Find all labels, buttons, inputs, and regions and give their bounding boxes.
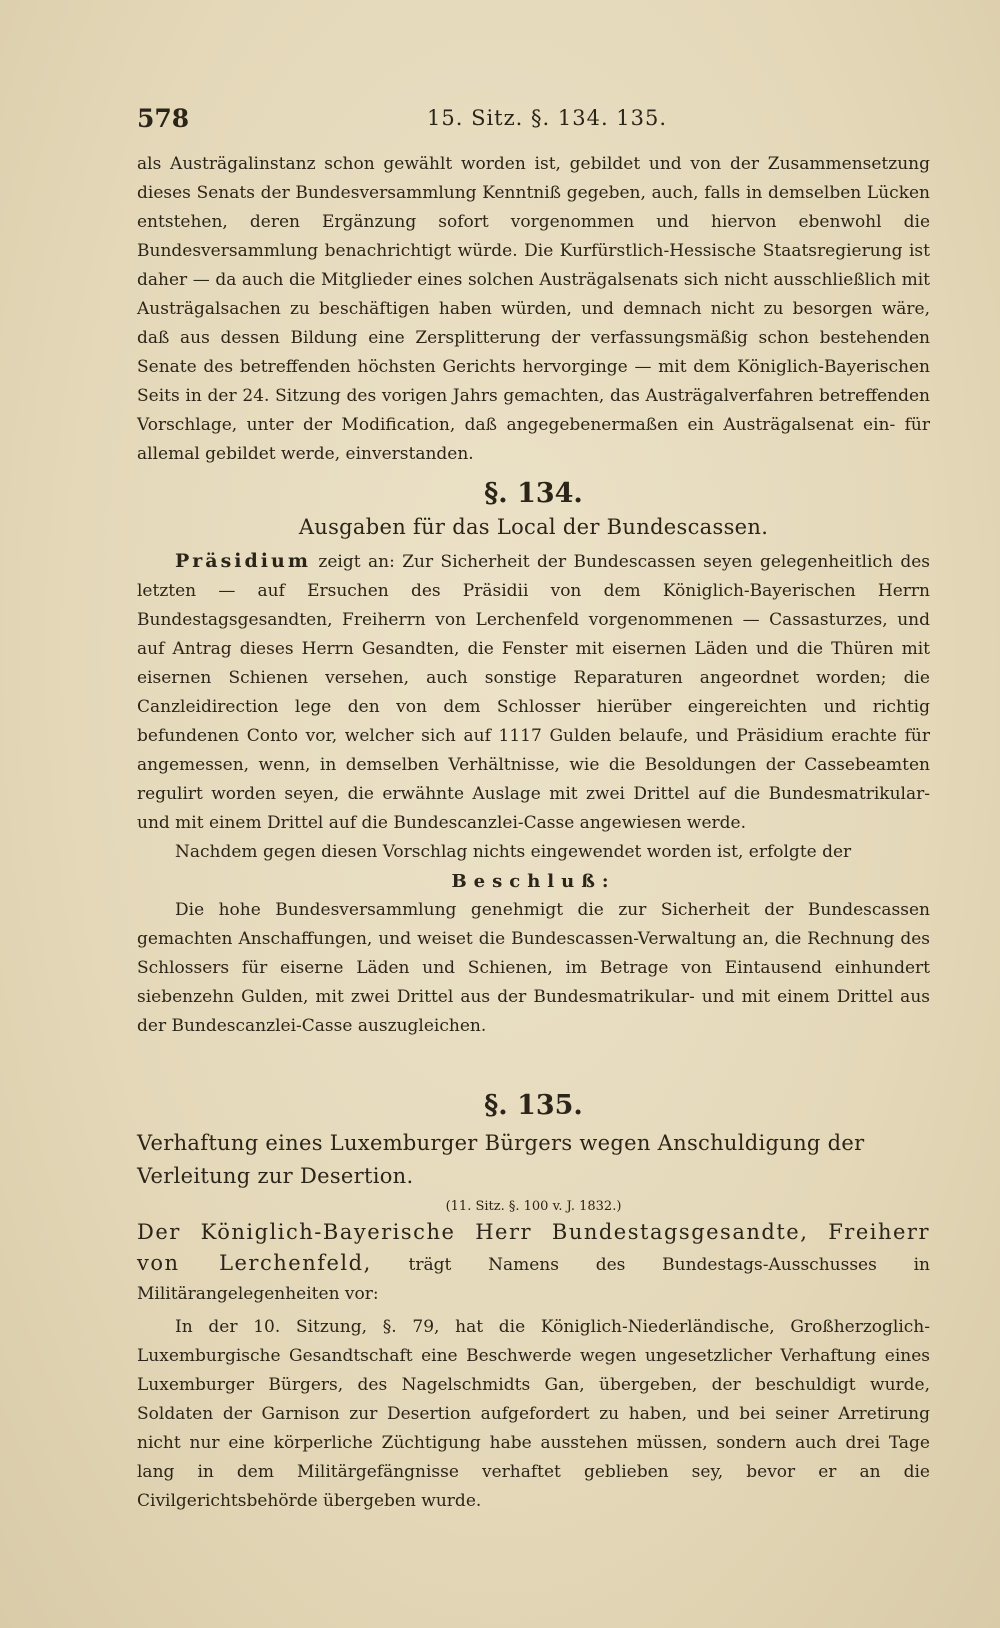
paragraph-text: In der 10. Sitzung, §. 79, hat die Königlich-Niederländische, Großherzoglich-Luxemburgische Gesandtschaft eine Beschwerde wegen ungesetzlicher Verhaftung eines Luxemburger Bürgers, des Nagelschmidts Gan, übergeben, der beschuldigt wurde, Soldaten der Garnison zur Desertion aufgefordert zu haben, und bei seiner Arretirung nicht nur eine körperliche Züchtigung habe ausstehen müssen, sondern auch drei Tage lang in dem Militärgefängnisse verhaftet geblieben sey, bevor er an die Civilgerichtsbehörde übergeben wurde.: [137, 1317, 930, 1511]
section-title: Ausgaben für das Local der Bundescassen.: [298, 515, 769, 539]
section-134: [137, 478, 930, 1041]
praesidium-label: Präsidium: [175, 550, 311, 572]
speaker-paragraph: [137, 1218, 930, 1309]
praesidium-text: zeigt an: Zur Sicherheit der Bundescassen seyen gelegenheitlich des letzten — auf Ersuchen des Präsidii von dem Königlich-Bayerischen Herrn Bundestagsgesandten, Freiherrn von Lerchenfeld vorgenommenen — Cassasturzes, und auf Antrag dieses Herrn Gesandten, die Fenster mit eisernen Läden und die Thüren mit eisernen Schienen versehen, auch sonstige Reparaturen angeordnet worden; die Canzleidirection lege den von dem Schlosser hierüber eingereichten und richtig befundenen Conto vor, welcher sich auf 1117 Gulden belaufe, und Präsidium erachte für angemessen, wenn, in demselben Verhältnisse, wie die Besoldungen der Cassebeamten regulirt worden seyen, die erwähnte Auslage mit zwei Drittel auf die Bundesmatrikular- und mit einem Drittel auf die Bundescanzlei-Casse angewiesen werde.: [137, 552, 931, 833]
speaker-name: Der Königlich-Bayerische Herr Bundestagsgesandte, Freiherr von Lerchenfeld,: [137, 1220, 930, 1275]
paragraph-text: als Austrägalinstanz schon gewählt worden ist, gebildet und von der Zusammensetzung dieses Senats der Bundesversammlung Kenntniß gegeben, auch, falls in demselben Lücken entstehen, deren Ergänzung sofort vorgenommen und hiervon ebenwohl die Bundesversammlung benachrichtigt würde. Die Kurfürstlich-Hessische Staatsregierung ist daher — da auch die Mitglieder eines solchen Austrägalsenats sich nicht ausschließlich mit Austrägalsachen zu beschäftigen haben würden, und demnach nicht zu besorgen wäre, daß aus dessen Bildung eine Zersplitterung der verfassungsmäßig schon bestehenden Senate des betreffenden höchsten Gerichts hervorginge — mit dem Königlich-Bayerischen Seits in der 24. Sitzung des vorigen Jahrs gemachten, das Austrägalverfahren betreffenden Vorschlage, unter der Modification, daß angegebenermaßen ein Austrägalsenat ein- für allemal gebildet werde, einverstanden.: [137, 154, 930, 464]
section-number: §. 135.: [484, 1090, 583, 1121]
beschluss-heading: Beschluß:: [451, 871, 616, 892]
paragraph-continuation: [137, 150, 930, 469]
beschluss-text: Die hohe Bundesversammlung genehmigt die zur Sicherheit der Bundescassen gemachten Anschaffungen, und weiset die Bundescassen-Verwaltung an, die Rechnung des Schlossers für eiserne Läden und Schienen, im Betrage von Eintausend einhundert siebenzehn Gulden, mit zwei Drittel aus der Bundesmatrikular- und mit einem Drittel aus der Bundescanzlei-Casse auszugleichen.: [137, 900, 930, 1036]
page-number: 578: [137, 104, 190, 133]
paragraph-text: Nachdem gegen diesen Vorschlag nichts eingewendet worden ist, erfolgte der: [175, 842, 852, 862]
praesidium-paragraph: [137, 547, 930, 838]
page-header: [137, 104, 908, 144]
running-title: 15. Sitz. §. 134. 135.: [427, 106, 668, 130]
reference-note: (11. Sitz. §. 100 v. J. 1832.): [445, 1199, 622, 1214]
section-number: §. 134.: [484, 478, 583, 509]
speaker-text: trägt Namens des Bundestags-Ausschusses in Militärangelegenheiten vor:: [137, 1255, 930, 1304]
section-135: [137, 1090, 930, 1516]
section-title: Verhaftung eines Luxemburger Bürgers wegen Anschuldigung der Verleitung zur Desertion.: [137, 1131, 865, 1188]
